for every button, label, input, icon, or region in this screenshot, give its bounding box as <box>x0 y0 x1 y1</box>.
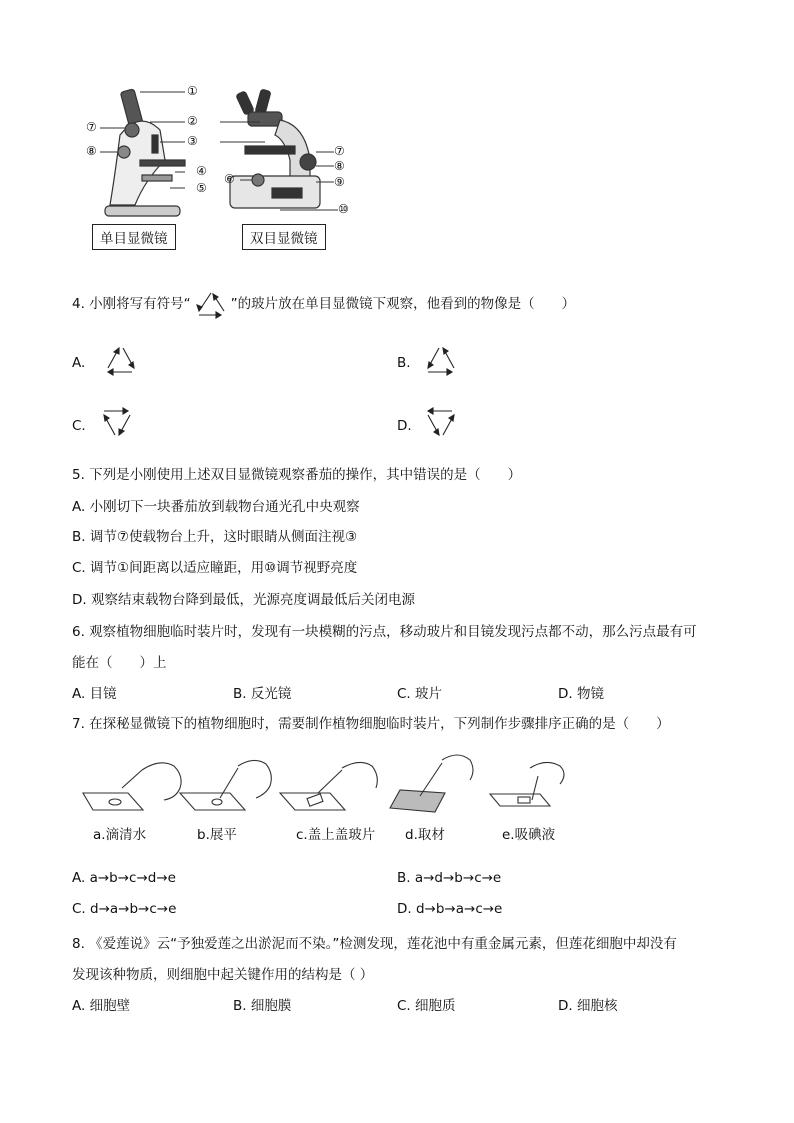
q7-step-c: c.盖上盖玻片 <box>296 827 376 843</box>
arrow-triangle-symbol-icon <box>191 289 231 319</box>
question-4-stem <box>72 292 575 312</box>
q6-option-c[interactable]: C. 玻片 <box>397 686 443 702</box>
q5-option-c[interactable]: C. 调节①间距离以适应瞳距，用⑩调节视野亮度 <box>72 560 358 576</box>
q4-option-a-key: A. <box>72 355 86 371</box>
mono-callout-4: ④ <box>196 164 207 178</box>
arrow-triangle-clockwise-up-icon <box>100 340 142 376</box>
q4-option-d-key: D. <box>397 418 412 434</box>
question-6-stem-line1: 6. 观察植物细胞临时装片时，发现有一块模糊的污点，移动玻片和目镜发现污点都不动，那么污点最有可 <box>72 624 697 640</box>
q4-option-c[interactable] <box>72 418 86 434</box>
q7-option-d[interactable]: D. d→b→a→c→e <box>397 901 503 917</box>
q7-option-b[interactable]: B. a→d→b→c→e <box>397 870 502 886</box>
question-8-stem-line1: 8. 《爱莲说》云“予独爱莲之出淤泥而不染。”检测发现，莲花池中有重金属元素，但莲花细胞中却没有 <box>72 936 677 952</box>
q7-option-c[interactable]: C. d→a→b→c→e <box>72 901 177 917</box>
mono-callout-5: ⑤ <box>196 181 207 195</box>
q4-option-d[interactable] <box>397 418 412 434</box>
q6-option-a[interactable]: A. 目镜 <box>72 686 117 702</box>
question-6-stem-line2: 能在（ ）上 <box>72 655 167 671</box>
question-7-stem: 7. 在探秘显微镜下的植物细胞时，需要制作植物细胞临时装片，下列制作步骤排序正确的是（ ） <box>72 716 670 732</box>
q8-option-c[interactable]: C. 细胞质 <box>397 998 456 1014</box>
bino-callout-6: ⑥ <box>224 172 235 186</box>
q4-stem-before: 4. 小刚将写有符号“ <box>72 296 191 312</box>
q7-step-d: d.取材 <box>405 827 445 843</box>
question-5-stem: 5. 下列是小刚使用上述双目显微镜观察番茄的操作，其中错误的是（ ） <box>72 467 522 483</box>
bino-callout-8: ⑧ <box>334 159 345 173</box>
mono-callout-1: ① <box>187 84 198 98</box>
mono-callout-7: ⑦ <box>86 120 97 134</box>
bino-callout-9: ⑨ <box>334 175 345 189</box>
bino-microscope-label: 双目显微镜 <box>242 224 326 250</box>
mono-callout-2: ② <box>187 114 198 128</box>
q4-stem-after: ”的玻片放在单目显微镜下观察，他看到的物像是（ ） <box>230 296 576 312</box>
arrow-triangle-counter-down-icon <box>420 406 462 442</box>
q7-step-e: e.吸碘液 <box>502 827 556 843</box>
slide-preparation-steps-drawing <box>80 748 580 820</box>
bino-callout-7: ⑦ <box>334 144 345 158</box>
q5-option-d[interactable]: D. 观察结束载物台降到最低，光源亮度调最低后关闭电源 <box>72 592 415 608</box>
question-8-stem-line2: 发现该种物质，则细胞中起关键作用的结构是（ ） <box>72 967 374 983</box>
arrow-triangle-clockwise-down-icon <box>96 406 138 442</box>
q8-option-d[interactable]: D. 细胞核 <box>558 998 618 1014</box>
q4-option-b-key: B. <box>397 355 411 371</box>
arrow-triangle-counter-up-icon <box>420 340 462 376</box>
q7-step-b: b.展平 <box>197 827 237 843</box>
microscope-drawing <box>80 80 370 230</box>
q8-option-a[interactable]: A. 细胞壁 <box>72 998 131 1014</box>
q5-option-a[interactable]: A. 小刚切下一块番茄放到载物台通光孔中央观察 <box>72 499 360 515</box>
q4-option-b[interactable] <box>397 355 411 371</box>
q6-option-d[interactable]: D. 物镜 <box>558 686 604 702</box>
mono-callout-3: ③ <box>187 134 198 148</box>
q4-option-a[interactable] <box>72 355 85 371</box>
q7-option-a[interactable]: A. a→b→c→d→e <box>72 870 176 886</box>
q8-option-b[interactable]: B. 细胞膜 <box>233 998 292 1014</box>
q4-option-c-key: C. <box>72 418 86 434</box>
mono-microscope-label: 单目显微镜 <box>92 224 176 250</box>
q5-option-b[interactable]: B. 调节⑦使载物台上升，这时眼睛从侧面注视③ <box>72 529 358 545</box>
bino-callout-10: ⑩ <box>338 202 349 216</box>
q6-option-b[interactable]: B. 反光镜 <box>233 686 292 702</box>
q7-step-a: a.滴清水 <box>93 827 147 843</box>
mono-callout-8: ⑧ <box>86 144 97 158</box>
